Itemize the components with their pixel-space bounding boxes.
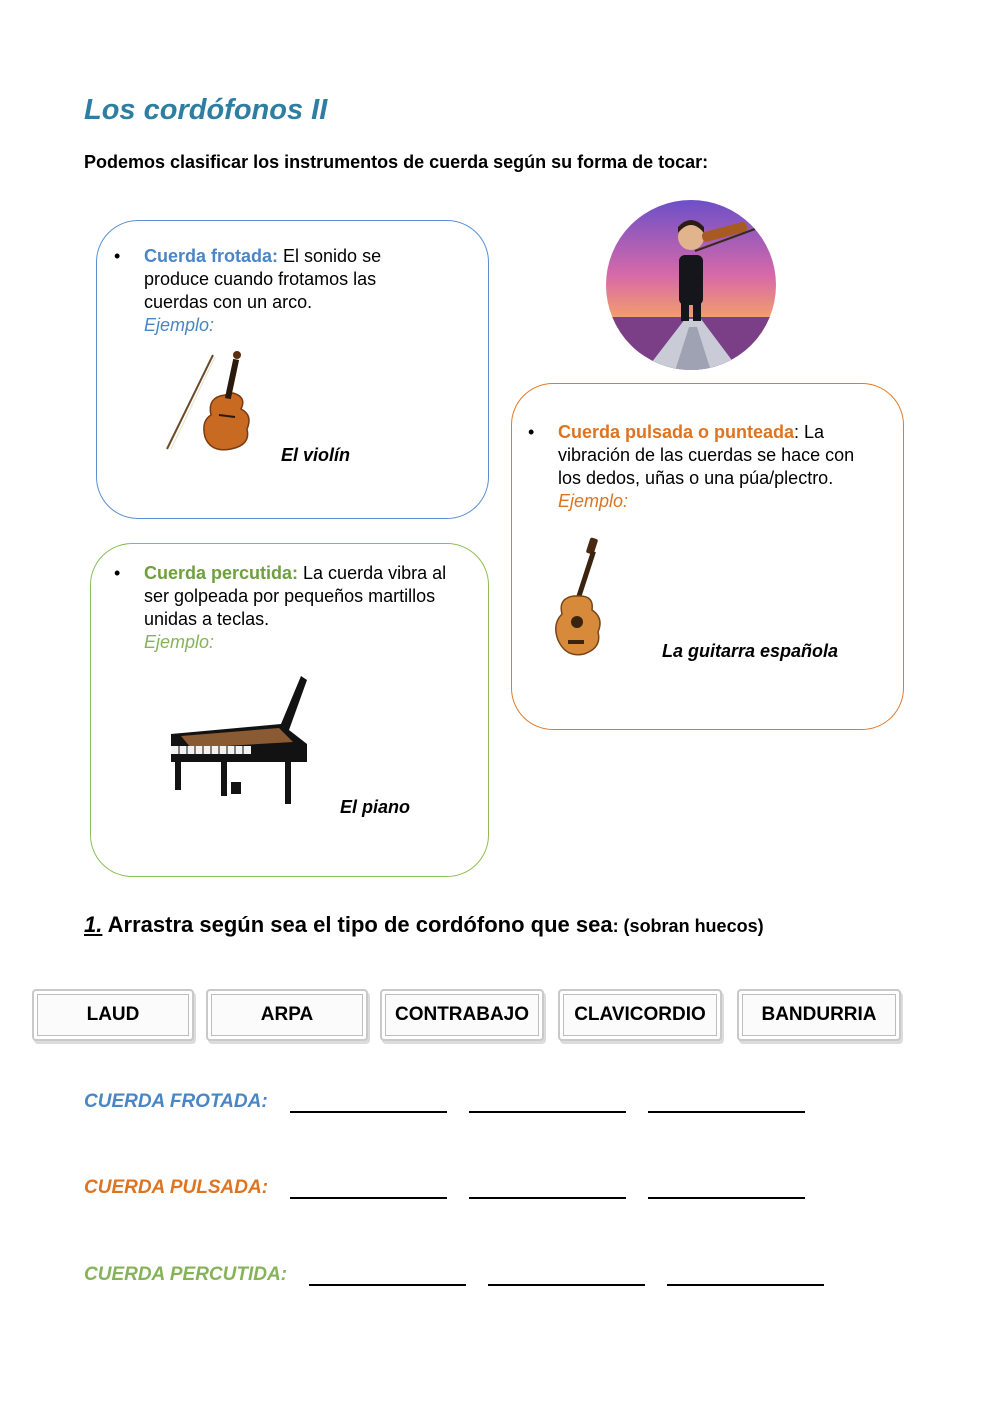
frotada-example-label: Ejemplo: (144, 315, 215, 335)
pulsada-card (511, 383, 904, 730)
drop-slot[interactable] (667, 1266, 824, 1286)
pulsada-bullet (528, 421, 863, 513)
bullet-dot: • (528, 422, 535, 442)
drop-slot[interactable] (469, 1179, 626, 1199)
pulsada-heading: Cuerda pulsada o punteada (558, 422, 795, 442)
violin-image (155, 345, 270, 455)
pulsada-example-label: Ejemplo: (558, 491, 629, 511)
page-subtitle: Podemos clasificar los instrumentos de cuerda según su forma de tocar: (84, 152, 709, 172)
answer-row-percutida (84, 1264, 824, 1286)
piano-image (161, 674, 311, 808)
frotada-heading: Cuerda frotada: (144, 246, 279, 266)
frotada-card (96, 220, 489, 519)
question-text: Arrastra según sea el tipo de cordófono que sea (102, 912, 613, 937)
frotada-caption: El violín (281, 445, 351, 465)
percutida-caption: El piano (340, 797, 411, 817)
drop-slot[interactable] (290, 1093, 447, 1113)
drop-slot[interactable] (488, 1266, 645, 1286)
bullet-dot: • (114, 246, 121, 266)
drag-chip-contrabajo[interactable]: CONTRABAJO (380, 989, 544, 1041)
percutida-card (90, 543, 489, 877)
drop-slot[interactable] (648, 1179, 805, 1199)
frotada-text: El sonido se produce cuando frotamos las cuerdas con un arco. (144, 246, 382, 312)
percutida-text: La cuerda vibra al ser golpeada por pequeños martillos unidas a teclas. (144, 563, 447, 629)
drop-slot[interactable] (290, 1179, 447, 1199)
drag-chip-clavicordio[interactable]: CLAVICORDIO (558, 989, 722, 1041)
drag-chip-arpa[interactable]: ARPA (206, 989, 368, 1041)
percutida-heading: Cuerda percutida: (144, 563, 299, 583)
pulsada-text: : La vibración de las cuerdas se hace con los dedos, uñas o una púa/plectro. (558, 422, 855, 488)
drop-slot[interactable] (648, 1093, 805, 1113)
answer-row-label: CUERDA PERCUTIDA: (84, 1264, 288, 1285)
answer-row-label: CUERDA PULSADA: (84, 1177, 269, 1198)
answer-row-frotada (84, 1091, 805, 1113)
drop-slot[interactable] (469, 1093, 626, 1113)
answer-row-label: CUERDA FROTADA: (84, 1091, 268, 1112)
percutida-example-label: Ejemplo: (144, 632, 215, 652)
question-1 (84, 912, 764, 938)
question-number: 1. (84, 912, 103, 937)
violinist-avatar-image (605, 199, 777, 371)
pulsada-caption: La guitarra española (662, 641, 839, 661)
question-note: : (sobran huecos) (612, 916, 764, 936)
bullet-dot: • (114, 563, 121, 583)
percutida-bullet (114, 562, 474, 654)
drop-slot[interactable] (309, 1266, 466, 1286)
page-title: Los cordófonos II (84, 94, 328, 126)
answer-row-pulsada (84, 1177, 805, 1199)
drag-chip-laud[interactable]: LAUD (32, 989, 194, 1041)
frotada-bullet (114, 245, 444, 337)
guitar-image (550, 536, 610, 660)
drag-chip-bandurria[interactable]: BANDURRIA (737, 989, 901, 1041)
